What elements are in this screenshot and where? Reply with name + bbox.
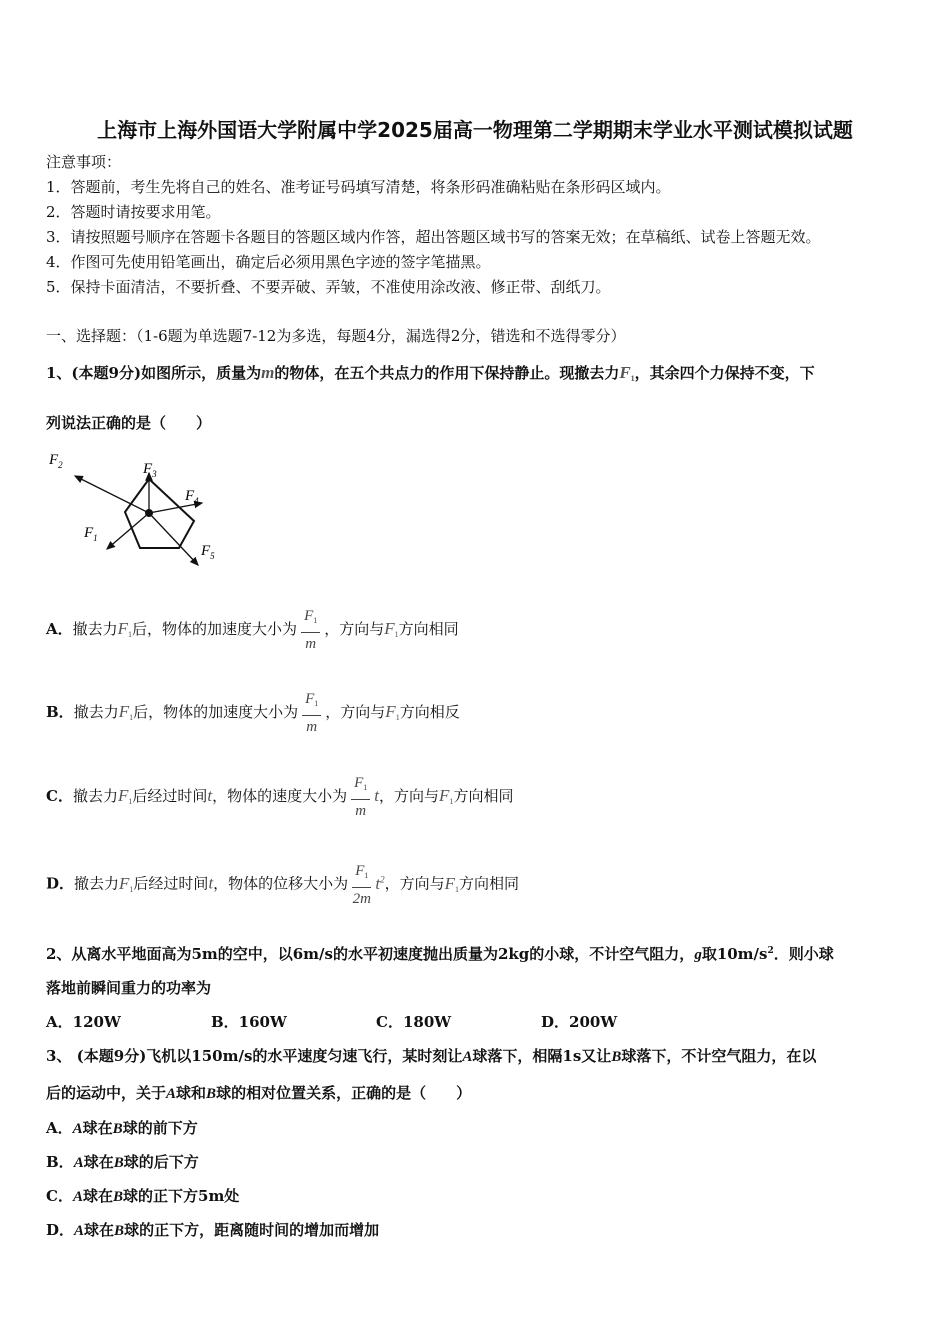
q3-option-d[interactable]: D．A球在B球的正下方，距离随时间的增加而增加: [46, 1221, 380, 1239]
force-diagram: [44, 445, 234, 570]
q3-stem-line1: 3、 (本题9分)飞机以150m/s的水平速度匀速飞行，某时刻让A球落下，相隔1s又让B球落下，不计空气阻力，在以: [46, 1047, 817, 1065]
q1-option-b[interactable]: B．撤去力$F_1$后，物体的加速度大小为 $\frac{F_1}{m}$ ，方向与$F_1$方向相反: [46, 688, 460, 741]
page-title: 上海市上海外国语大学附属中学2025届高一物理第二学期期末学业水平测试模拟试题: [97, 118, 853, 142]
q3-stem-line2: 后的运动中，关于A球和B球的相对位置关系，正确的是（ ）: [46, 1084, 472, 1102]
q1-option-d[interactable]: D．撤去力$F_1$后经过时间t，物体的位移大小为 $\frac{F_1}{2m}$ $t^2$，方向与$F_1$方向相同: [46, 856, 519, 913]
q2-choice-d[interactable]: D．200W: [541, 1013, 618, 1031]
notice-item: 1．答题前，考生先将自己的姓名、准考证号码填写清楚，将条形码准确粘贴在条形码区域内。: [46, 178, 671, 196]
label-f5: $F_5$: [201, 543, 215, 561]
q2-choice-a[interactable]: A．120W: [46, 1013, 121, 1031]
label-f4: $F_4$: [185, 488, 199, 506]
notice-item: 5．保持卡面清洁，不要折叠、不要弄破、弄皱，不准使用涂改液、修正带、刮纸刀。: [46, 278, 611, 296]
q3-option-c[interactable]: C．A球在B球的正下方5m处: [46, 1187, 240, 1205]
label-f1: $F_1$: [84, 525, 98, 543]
pentagon-object: [125, 479, 194, 548]
section-heading: 一、选择题：（1-6题为单选题7-12为多选，每题4分，漏选得2分，错选和不选得零分）: [46, 327, 626, 345]
q2-choice-c[interactable]: C．180W: [376, 1013, 452, 1031]
notice-item: 4．作图可先使用铅笔画出，确定后必须用黑色字迹的签字笔描黑。: [46, 253, 491, 271]
force-f5-arrow: [149, 513, 198, 565]
q1-option-a[interactable]: A．撤去力$F_1$后，物体的加速度大小为 $\frac{F_1}{m}$ ，方向与$F_1$方向相同: [46, 605, 459, 658]
q2-choice-b[interactable]: B．160W: [211, 1013, 287, 1031]
q2-stem-line2: 落地前瞬间重力的功率为: [46, 979, 212, 997]
q2-stem-line1: 2、从离水平地面高为5m的空中，以6m/s的水平初速度抛出质量为2kg的小球，不计空气阻力，g取$10m/s^2$．则小球: [46, 945, 834, 963]
notice-item: 3．请按照题号顺序在答题卡各题目的答题区域内作答，超出答题区域书写的答案无效；在草稿纸、试卷上答题无效。: [46, 228, 821, 246]
q1-stem-line2: 列说法正确的是（ ）: [46, 414, 212, 432]
notice-item: 2．答题时请按要求用笔。: [46, 203, 221, 221]
q3-option-a[interactable]: A．A球在B球的前下方: [46, 1119, 198, 1137]
q2-choices: [46, 1012, 706, 1032]
label-f2: $F_2$: [49, 452, 63, 470]
notice-heading: 注意事项：: [46, 153, 122, 171]
label-f3: $F_3$: [143, 461, 157, 479]
q1-stem-line1: 1、(本题9分)如图所示，质量为m的物体，在五个共点力的作用下保持静止。现撤去力$F_1$，其余四个力保持不变，下: [46, 363, 815, 383]
q1-option-c[interactable]: C．撤去力$F_1$后经过时间t，物体的速度大小为 $\frac{F_1}{m}$ t，方向与$F_1$方向相同: [46, 772, 513, 825]
q3-option-b[interactable]: B．A球在B球的后下方: [46, 1153, 199, 1171]
